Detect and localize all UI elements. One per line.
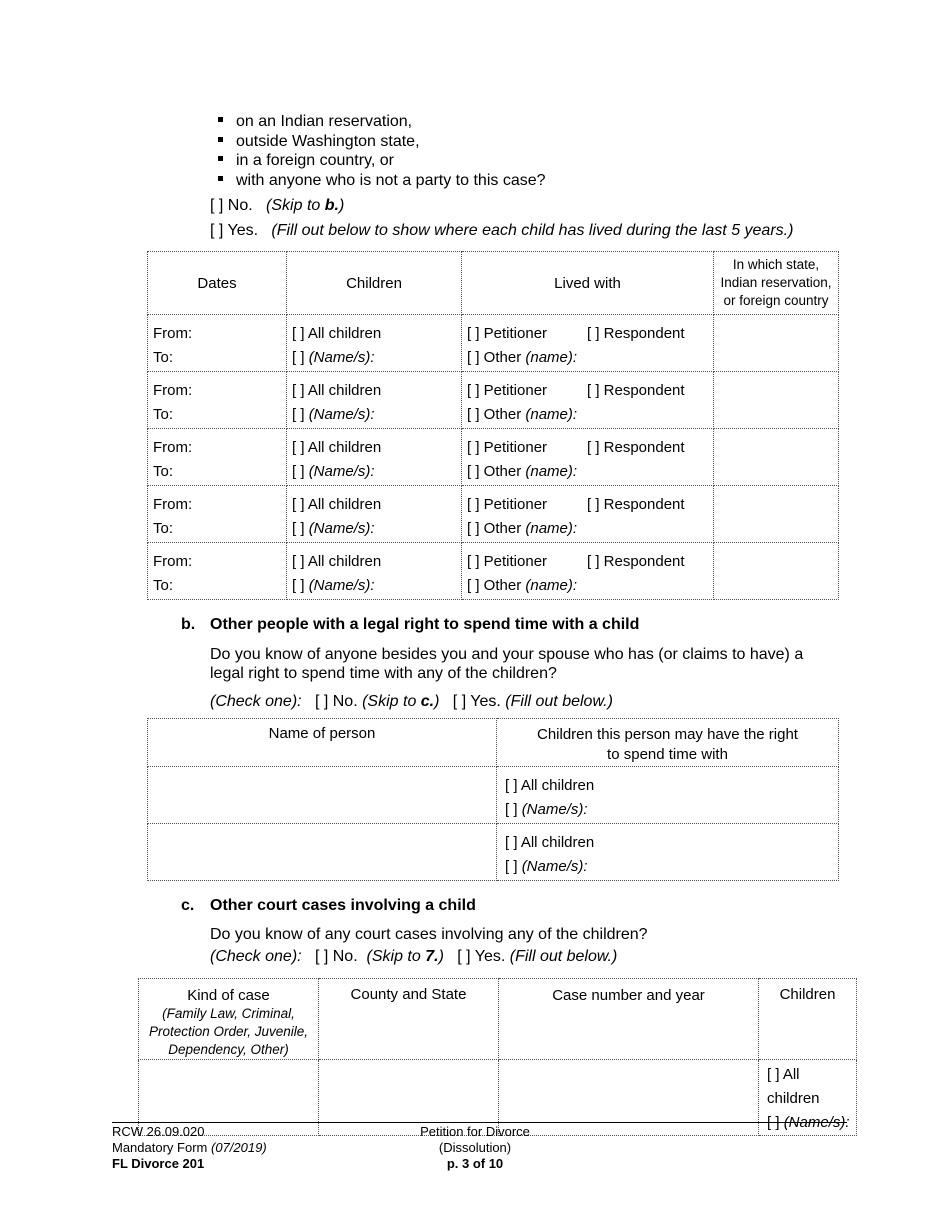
names-checkbox[interactable]: [ ] (Name/s): xyxy=(767,1114,850,1131)
option-no-skip-b[interactable]: [ ] No. (Skip to b.) xyxy=(210,197,345,214)
residence-table xyxy=(147,251,839,600)
from-field[interactable]: From: xyxy=(153,439,193,456)
all-children-checkbox[interactable]: [ ] All children xyxy=(292,553,382,570)
from-field[interactable]: From: xyxy=(153,325,193,342)
court-cases-table xyxy=(138,978,857,1136)
header-dates: Dates xyxy=(148,252,287,315)
option-yes[interactable]: [ ] Yes. xyxy=(452,693,501,710)
respondent-checkbox[interactable]: [ ] Respondent xyxy=(587,553,685,570)
petitioner-checkbox[interactable]: [ ] Petitioner xyxy=(467,325,548,342)
all-children-checkbox[interactable]: [ ] All children xyxy=(292,496,382,513)
other-checkbox[interactable]: [ ] Other (name): xyxy=(467,520,578,537)
respondent-checkbox[interactable]: [ ] Respondent xyxy=(587,496,685,513)
footer-divider xyxy=(112,1122,847,1123)
table-row xyxy=(148,315,839,372)
from-field[interactable]: From: xyxy=(153,496,193,513)
header-county-state: County and State xyxy=(319,979,499,1060)
location-field[interactable] xyxy=(714,429,839,486)
section-b-question: Do you know of anyone besides you and your spouse who has (or claims to have) a legal right to spend time with any of the children? xyxy=(210,646,804,682)
to-field[interactable]: To: xyxy=(153,463,174,480)
all-children-checkbox[interactable]: [ ] All children xyxy=(505,834,595,851)
to-field[interactable]: To: xyxy=(153,349,174,366)
location-field[interactable] xyxy=(714,543,839,600)
header-case-number: Case number and year xyxy=(499,979,759,1060)
respondent-checkbox[interactable]: [ ] Respondent xyxy=(587,382,685,399)
table-row xyxy=(148,429,839,486)
other-checkbox[interactable]: [ ] Other (name): xyxy=(467,463,578,480)
section-c-check-one: (Check one): [ ] No. (Skip to 7.) [ ] Yes. (Fill out below.) xyxy=(210,948,618,965)
names-checkbox[interactable]: [ ] (Name/s): xyxy=(292,349,375,366)
bullet-list xyxy=(218,112,546,190)
table-row xyxy=(148,486,839,543)
table-row xyxy=(148,824,839,881)
option-yes-fill[interactable]: [ ] Yes. (Fill out below to show where each child has lived during the last 5 years.) xyxy=(210,222,794,239)
header-name-of-person: Name of person xyxy=(148,719,497,767)
legal-right-table xyxy=(147,718,839,881)
to-field[interactable]: To: xyxy=(153,406,174,423)
header-children-right: Children this person may have the right to spend time with xyxy=(497,719,839,767)
option-no[interactable]: [ ] No. xyxy=(314,693,358,710)
option-yes[interactable]: [ ] Yes. xyxy=(457,948,506,965)
location-field[interactable] xyxy=(714,486,839,543)
names-checkbox[interactable]: [ ] (Name/s): xyxy=(292,577,375,594)
option-no[interactable]: [ ] No. xyxy=(314,948,358,965)
petitioner-checkbox[interactable]: [ ] Petitioner xyxy=(467,439,548,456)
names-checkbox[interactable]: [ ] (Name/s): xyxy=(292,520,375,537)
all-children-checkbox[interactable]: [ ] All children xyxy=(505,777,595,794)
petitioner-checkbox[interactable]: [ ] Petitioner xyxy=(467,382,548,399)
list-item: outside Washington state, xyxy=(218,132,546,152)
table-row xyxy=(148,767,839,824)
to-field[interactable]: To: xyxy=(153,520,174,537)
to-field[interactable]: To: xyxy=(153,577,174,594)
section-c-question: Do you know of any court cases involving any of the children? xyxy=(210,926,648,943)
section-b-check-one: (Check one): [ ] No. (Skip to c.) [ ] Yes. (Fill out below.) xyxy=(210,693,613,710)
all-children-checkbox[interactable]: [ ] All children xyxy=(292,325,382,342)
list-item: with anyone who is not a party to this case? xyxy=(218,171,546,191)
table-row xyxy=(148,543,839,600)
section-b-heading: b. Other people with a legal right to spend time with a child xyxy=(181,616,640,633)
footer-center: Petition for Divorce (Dissolution) p. 3 of 10 xyxy=(420,1124,530,1171)
section-c-heading: c. Other court cases involving a child xyxy=(181,897,476,914)
other-checkbox[interactable]: [ ] Other (name): xyxy=(467,577,578,594)
header-children: Children xyxy=(287,252,462,315)
from-field[interactable]: From: xyxy=(153,553,193,570)
header-kind-of-case: Kind of case (Family Law, Criminal, Protection Order, Juvenile, Dependency, Other) xyxy=(139,979,319,1060)
other-checkbox[interactable]: [ ] Other (name): xyxy=(467,349,578,366)
names-checkbox[interactable]: [ ] (Name/s): xyxy=(292,463,375,480)
all-children-checkbox[interactable]: [ ] All children xyxy=(292,439,382,456)
respondent-checkbox[interactable]: [ ] Respondent xyxy=(587,439,685,456)
person-name-field[interactable] xyxy=(148,767,497,824)
other-checkbox[interactable]: [ ] Other (name): xyxy=(467,406,578,423)
names-checkbox[interactable]: [ ] (Name/s): xyxy=(292,406,375,423)
names-checkbox[interactable]: [ ] (Name/s): xyxy=(505,858,588,875)
respondent-checkbox[interactable]: [ ] Respondent xyxy=(587,325,685,342)
header-children: Children xyxy=(759,979,857,1060)
person-name-field[interactable] xyxy=(148,824,497,881)
location-field[interactable] xyxy=(714,315,839,372)
header-location: In which state, Indian reservation, or foreign country xyxy=(714,252,839,315)
list-item: in a foreign country, or xyxy=(218,151,546,171)
petitioner-checkbox[interactable]: [ ] Petitioner xyxy=(467,496,548,513)
from-field[interactable]: From: xyxy=(153,382,193,399)
table-row xyxy=(148,372,839,429)
names-checkbox[interactable]: [ ] (Name/s): xyxy=(505,801,588,818)
list-item: on an Indian reservation, xyxy=(218,112,546,132)
location-field[interactable] xyxy=(714,372,839,429)
all-children-checkbox[interactable]: [ ] All children xyxy=(767,1066,820,1107)
all-children-checkbox[interactable]: [ ] All children xyxy=(292,382,382,399)
footer-left: RCW 26.09.020 Mandatory Form (07/2019) FL Divorce 201 xyxy=(112,1124,267,1171)
petitioner-checkbox[interactable]: [ ] Petitioner xyxy=(467,553,548,570)
header-lived-with: Lived with xyxy=(462,252,714,315)
